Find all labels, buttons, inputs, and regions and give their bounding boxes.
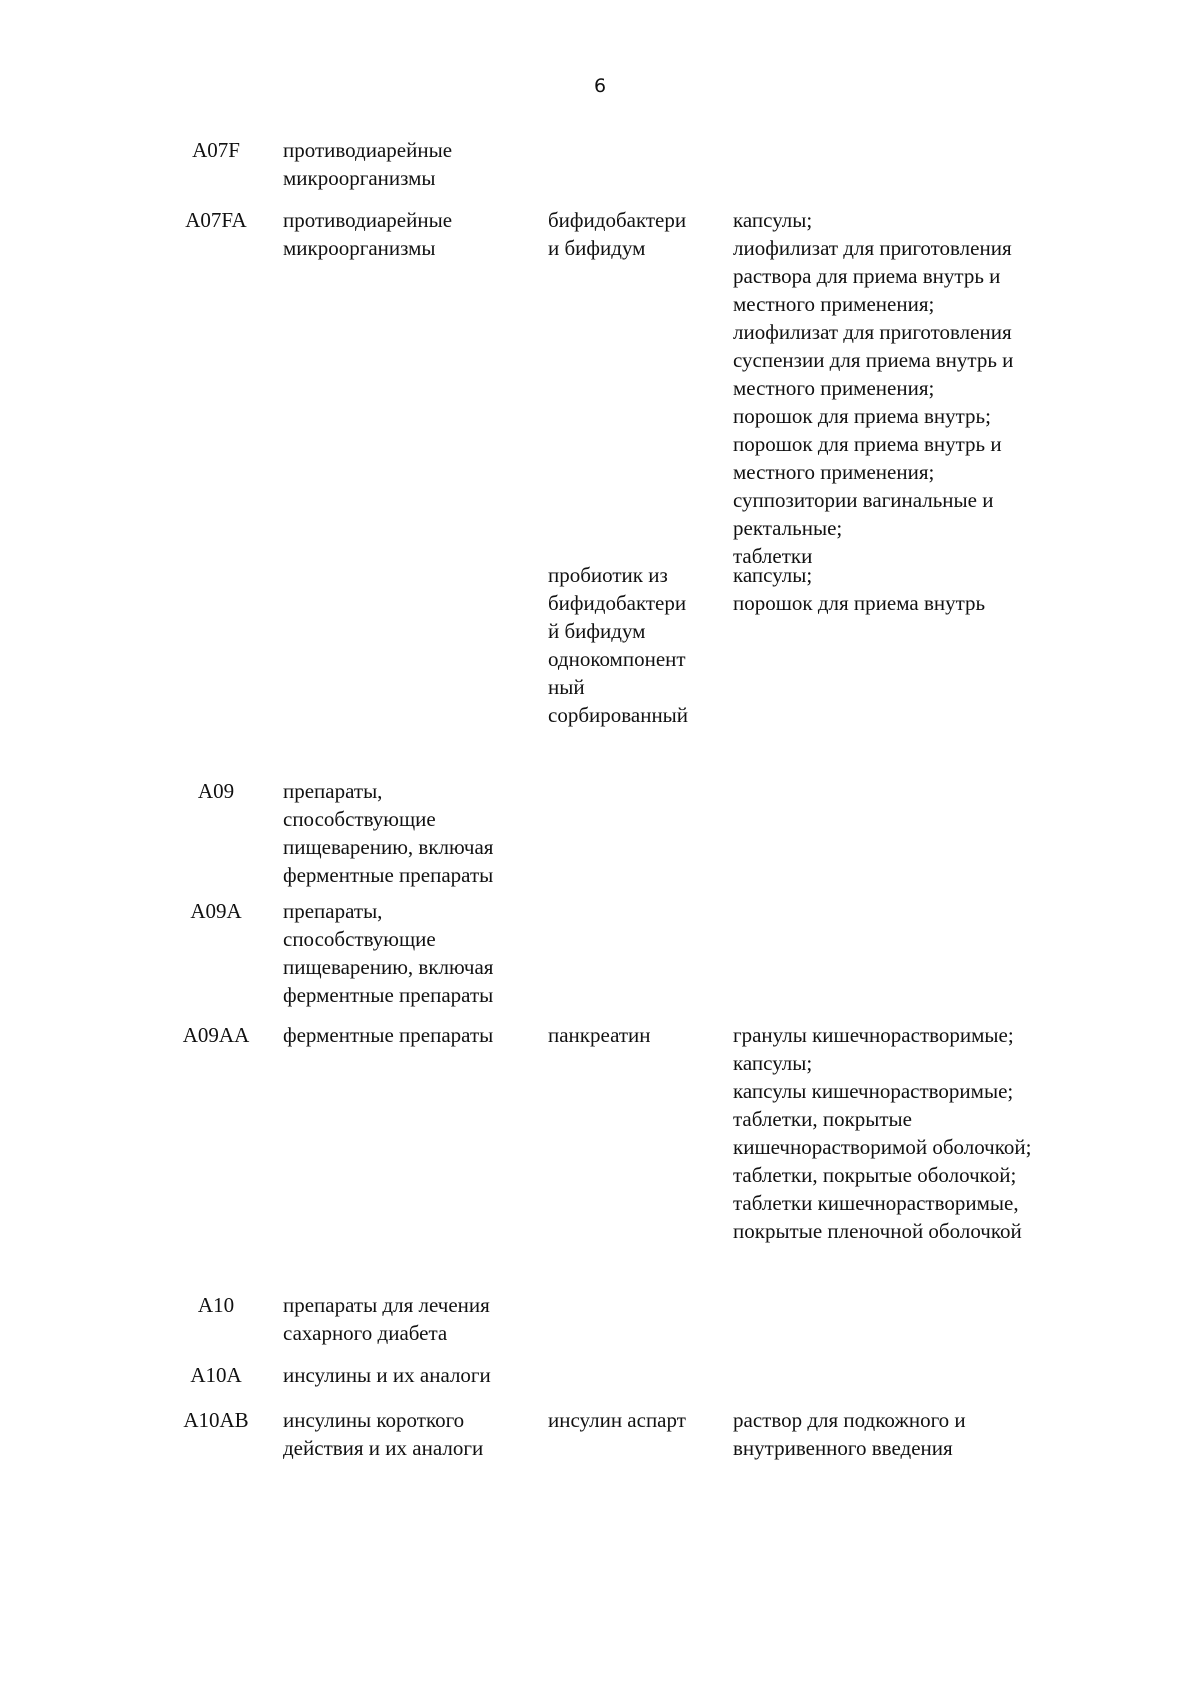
drug-name: бифидобактери и бифидум bbox=[548, 208, 687, 260]
anatomical-therapeutic-group: противодиарейные микроорганизмы bbox=[283, 138, 453, 190]
atc-code: A10AB bbox=[183, 1408, 249, 1432]
atc-code: A07F bbox=[192, 138, 240, 162]
drug-name: инсулин аспарт bbox=[548, 1408, 686, 1432]
anatomical-therapeutic-group: противодиарейные микроорганизмы bbox=[283, 208, 453, 260]
atc-code: A10A bbox=[190, 1363, 242, 1387]
atc-code: A09AA bbox=[182, 1023, 250, 1047]
dosage-forms: гранулы кишечнорастворимые; капсулы; капсулы кишечнорастворимые; таблетки, покрытые кишечнорастворимой оболочкой; таблетки, покрытые оболочкой; таблетки кишечнорастворимые, покрытые пленочной оболочкой bbox=[733, 1023, 1032, 1243]
anatomical-therapeutic-group: ферментные препараты bbox=[283, 1023, 494, 1047]
dosage-forms: капсулы; лиофилизат для приготовления раствора для приема внутрь и местного применения; лиофилизат для приготовления суспензии для приема внутрь и местного применения; порошок для приема внутрь; порошок для приема внутрь и местного применения; суппозитории вагинальные и ректальные; таблетки bbox=[733, 208, 1014, 568]
dosage-forms: раствор для подкожного и внутривенного введения bbox=[733, 1408, 966, 1460]
atc-code: A07FA bbox=[185, 208, 247, 232]
dosage-forms: капсулы; порошок для приема внутрь bbox=[733, 563, 986, 615]
atc-code: A09 bbox=[197, 779, 235, 803]
anatomical-therapeutic-group: инсулины короткого действия и их аналоги bbox=[283, 1408, 484, 1460]
anatomical-therapeutic-group: препараты, способствующие пищеварению, включая ферментные препараты bbox=[283, 779, 494, 887]
anatomical-therapeutic-group: инсулины и их аналоги bbox=[283, 1363, 491, 1387]
atc-code: A09A bbox=[190, 899, 242, 923]
page-number: 6 bbox=[593, 75, 607, 97]
atc-code: A10 bbox=[197, 1293, 235, 1317]
anatomical-therapeutic-group: препараты, способствующие пищеварению, включая ферментные препараты bbox=[283, 899, 494, 1007]
drug-name: панкреатин bbox=[548, 1023, 651, 1047]
anatomical-therapeutic-group: препараты для лечения сахарного диабета bbox=[283, 1293, 490, 1345]
drug-name: пробиотик из бифидобактери й бифидум однокомпонент ный сорбированный bbox=[548, 563, 689, 727]
